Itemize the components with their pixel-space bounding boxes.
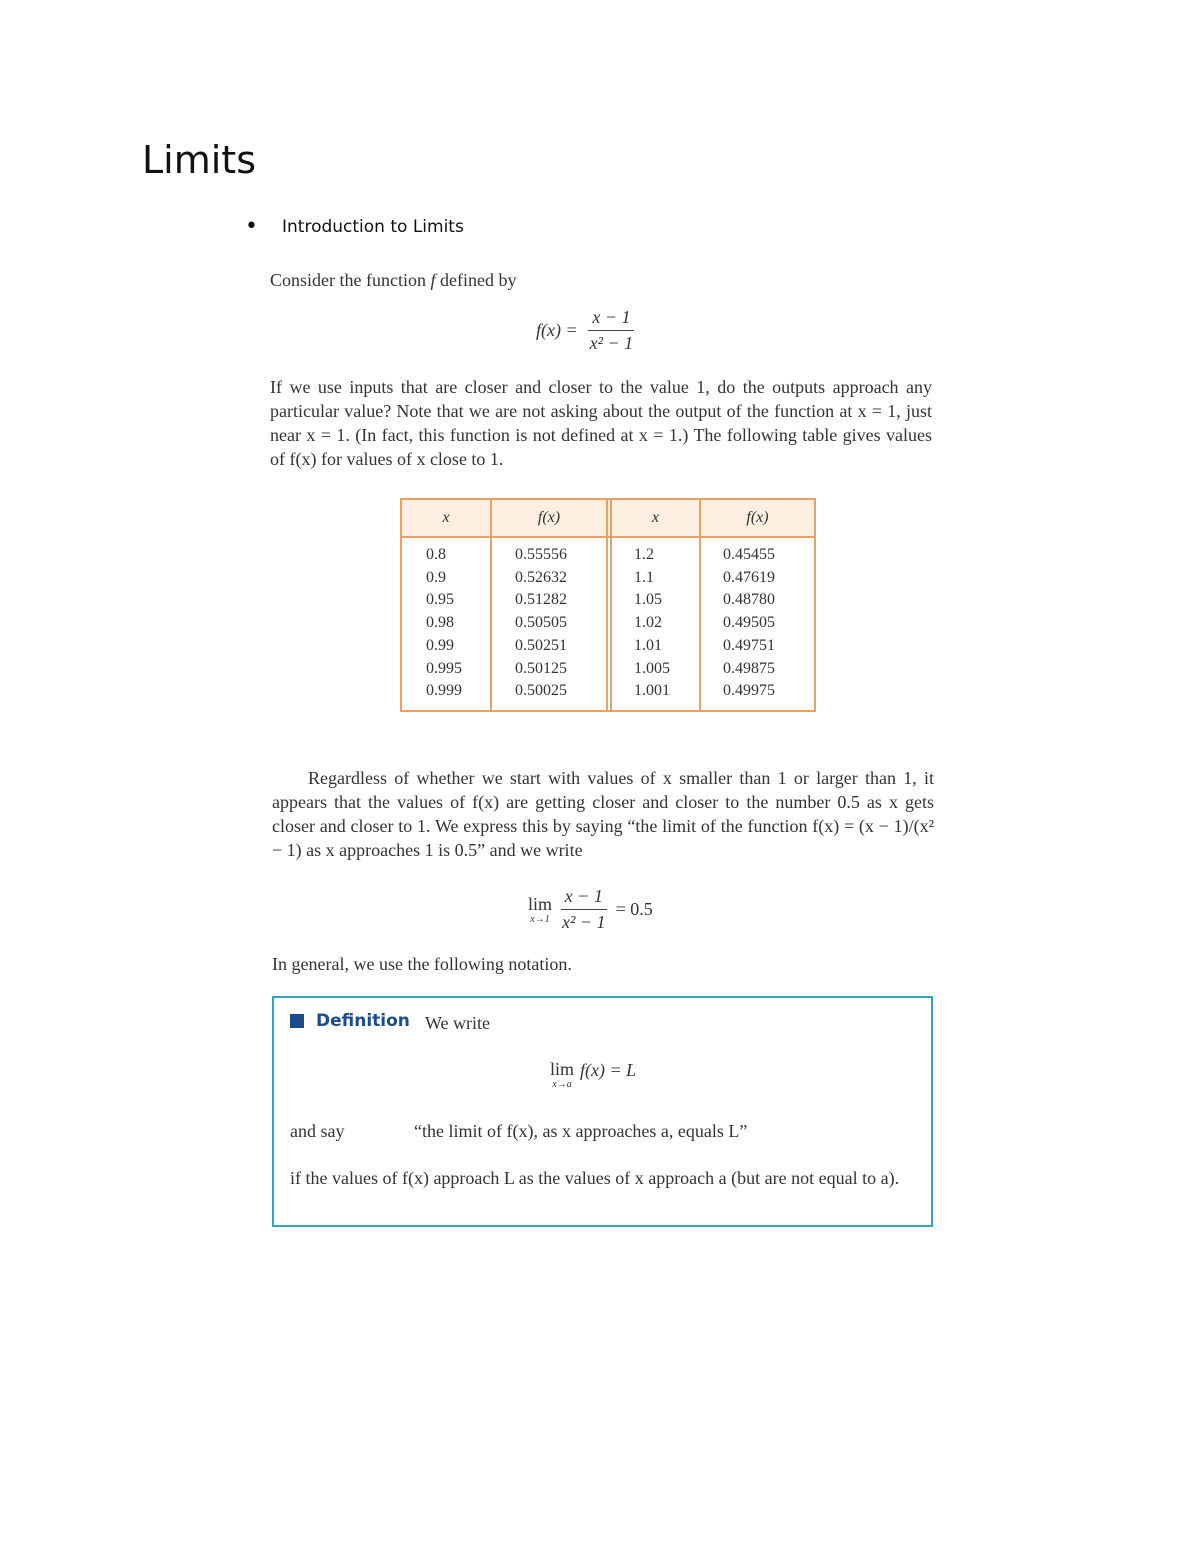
function-fraction (586, 307, 638, 354)
definition-expression: f(x) = L (580, 1060, 637, 1080)
function-denominator: x² − 1 (589, 333, 634, 353)
definition-quote: “the limit of f(x), as x approaches a, equals L” (414, 1121, 748, 1141)
definition-and-say: and say (290, 1121, 345, 1141)
intro-text: Consider the function (270, 270, 431, 290)
intro-line (270, 268, 516, 292)
definition-lim-subscript: x→a (552, 1079, 572, 1090)
paragraph-notation: In general, we use the following notation. (272, 954, 572, 974)
paragraph-intro: If we use inputs that are closer and closer to the value 1, do the outputs approach any particular value? Note that we are not asking about the output of the function at x = 1, just near x = 1. (In fact, this function is not defined at x = 1.) The following table gives values of f(x) for values of x close to 1. (270, 377, 932, 469)
table-header-fx: f(x) (746, 509, 769, 526)
intro-text-end: defined by (435, 270, 517, 290)
values-table (400, 498, 816, 712)
limit-denominator: x² − 1 (562, 912, 606, 932)
function-numerator: x − 1 (588, 307, 634, 331)
table-header-x: x (442, 509, 450, 526)
table-column-x-right: 1.2 1.1 1.05 1.02 1.01 1.005 1.001 (634, 546, 670, 700)
bullet-icon: • (245, 214, 258, 239)
definition-square-icon (290, 1014, 304, 1028)
limit-rhs: = 0.5 (615, 899, 653, 919)
definition-equation (550, 1060, 636, 1090)
definition-label: Definition (316, 1011, 410, 1031)
table-divider (699, 500, 701, 710)
lim-subscript: x→1 (530, 913, 550, 925)
definition-we-write: We write (425, 1013, 491, 1033)
table-column-fx-left: 0.55556 0.52632 0.51282 0.50505 0.50251 0.50125 0.50025 (515, 546, 567, 700)
limit-equation (528, 886, 653, 933)
table-divider (490, 500, 492, 710)
table-header-x: x (651, 509, 660, 526)
function-lhs: f(x) = (536, 320, 578, 340)
section-heading: Introduction to Limits (282, 217, 464, 237)
definition-condition: if the values of f(x) approach L as the values of x approach a (but are not equal to a). (290, 1168, 900, 1188)
lim-text: lim (528, 893, 553, 914)
table-divider (610, 500, 612, 710)
page-title: Limits (142, 138, 256, 182)
paragraph-limit (272, 766, 934, 862)
paragraph-limit-text: Regardless of whether we start with values of x smaller than 1 or larger than 1, it appears that the values of f(x) are getting closer and closer to the number 0.5 as x gets closer and closer to 1. We express this by saying “the limit of the function f(x) = (x − 1)/(x² − 1) as x approaches 1 is 0.5” and we write (272, 768, 934, 860)
intro-f: f (430, 270, 436, 290)
limit-fraction (558, 886, 610, 933)
table-column-fx-right: 0.45455 0.47619 0.48780 0.49505 0.49751 0.49875 0.49975 (723, 546, 775, 700)
definition-lim-text: lim (550, 1059, 575, 1079)
table-divider (606, 500, 608, 710)
limit-numerator: x − 1 (561, 886, 607, 910)
function-definition (536, 307, 637, 354)
limit-operator (528, 895, 552, 925)
table-header-fx: f(x) (537, 509, 561, 526)
table-column-x-left: 0.8 0.9 0.95 0.98 0.99 0.995 0.999 (426, 546, 462, 700)
definition-limit-operator (550, 1060, 574, 1090)
